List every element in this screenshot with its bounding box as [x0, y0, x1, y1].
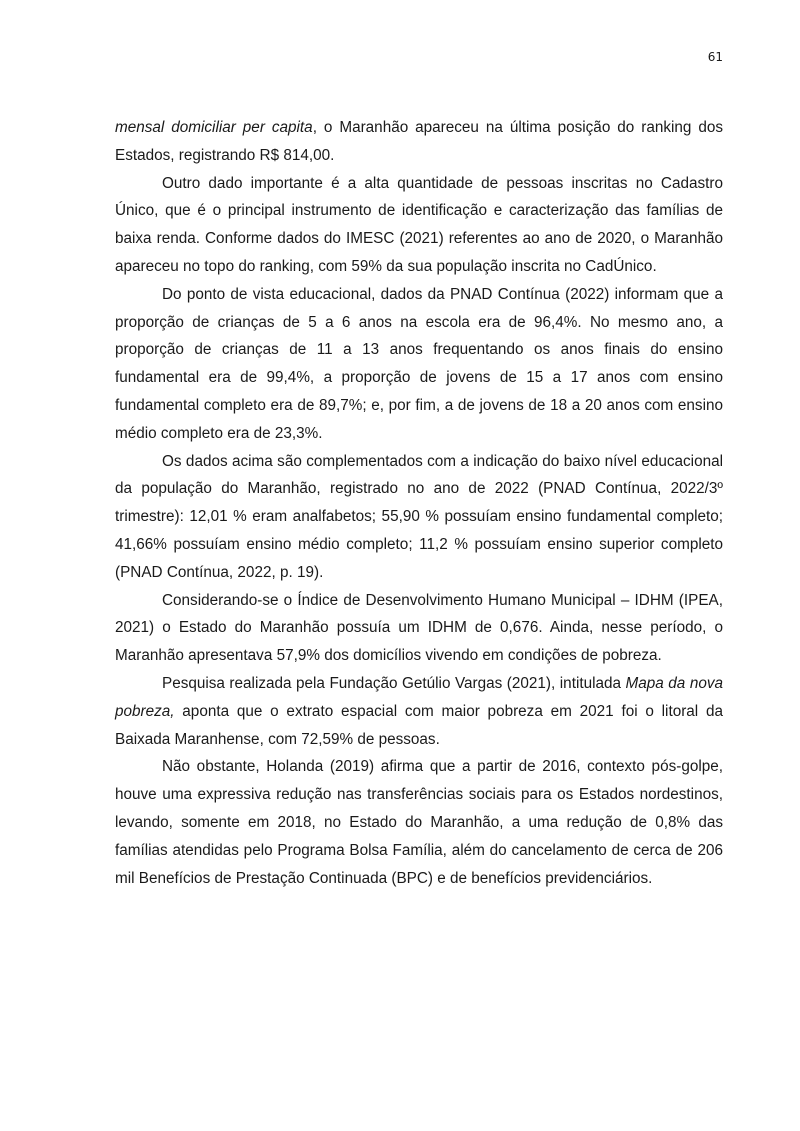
document-body — [115, 114, 723, 892]
italic-title: Mapa da nova pobreza, — [115, 674, 723, 720]
paragraph-3: Do ponto de vista educacional, dados da PNAD Contínua (2022) informam que a proporção de crianças de 5 a 6 anos na escola era de 96,4%. No mesmo ano, a proporção de crianças de 11 a 13 anos frequentando os anos finais do ensino fundamental era de 99,4%, a proporção de jovens de 15 a 17 anos com ensino fundamental completo era de 89,7%; e, por fim, a de jovens de 18 a 20 anos com ensino médio completo era de 23,3%. — [115, 285, 723, 442]
page-number: 61 — [707, 50, 723, 64]
paragraph-4: Os dados acima são complementados com a indicação do baixo nível educacional da população do Maranhão, registrado no ano de 2022 (PNAD Contínua, 2022/3º trimestre): 12,01 % eram analfabetos; 55,90 % possuíam ensino fundamental completo; 41,66% possuíam ensino médio completo; 11,2 % possuíam ensino superior completo (PNAD Contínua, 2022, p. 19). — [115, 452, 723, 581]
italic-term: mensal domiciliar per capita — [115, 119, 313, 136]
paragraph-5: Considerando-se o Índice de Desenvolvimento Humano Municipal – IDHM (IPEA, 2021) o Estado do Maranhão possuía um IDHM de 0,676. Ainda, nesse período, o Maranhão apresentava 57,9% dos domicílios vivendo em condições de pobreza. — [115, 591, 723, 665]
paragraph-text: , o Maranhão apareceu na última posição do ranking dos Estados, registrando R$ 814,00. — [115, 119, 724, 164]
paragraph-1 — [115, 114, 723, 170]
paragraph-7: Não obstante, Holanda (2019) afirma que a partir de 2016, contexto pós-golpe, houve uma expressiva redução nas transferências sociais para os Estados nordestinos, levando, somente em 2018, no Estado do Maranhão, a uma redução de 0,8% das famílias atendidas pelo Programa Bolsa Família, além do cancelamento de cerca de 206 mil Benefícios de Prestação Continuada (BPC) e de benefícios previdenciários. — [115, 758, 723, 887]
paragraph-text: Pesquisa realizada pela Fundação Getúlio Vargas (2021), intitulada — [162, 674, 626, 692]
paragraph-2: Outro dado importante é a alta quantidade de pessoas inscritas no Cadastro Único, que é o principal instrumento de identificação e caracterização das famílias de baixa renda. Conforme dados do IMESC (2021) referentes ao ano de 2020, o Maranhão apareceu no topo do ranking, com 59% da sua população inscrita no CadÚnico. — [115, 174, 723, 275]
paragraph-6 — [115, 670, 723, 753]
paragraph-text: aponta que o extrato espacial com maior pobreza em 2021 foi o litoral da Baixada Maranhense, com 72,59% de pessoas. — [115, 702, 723, 748]
